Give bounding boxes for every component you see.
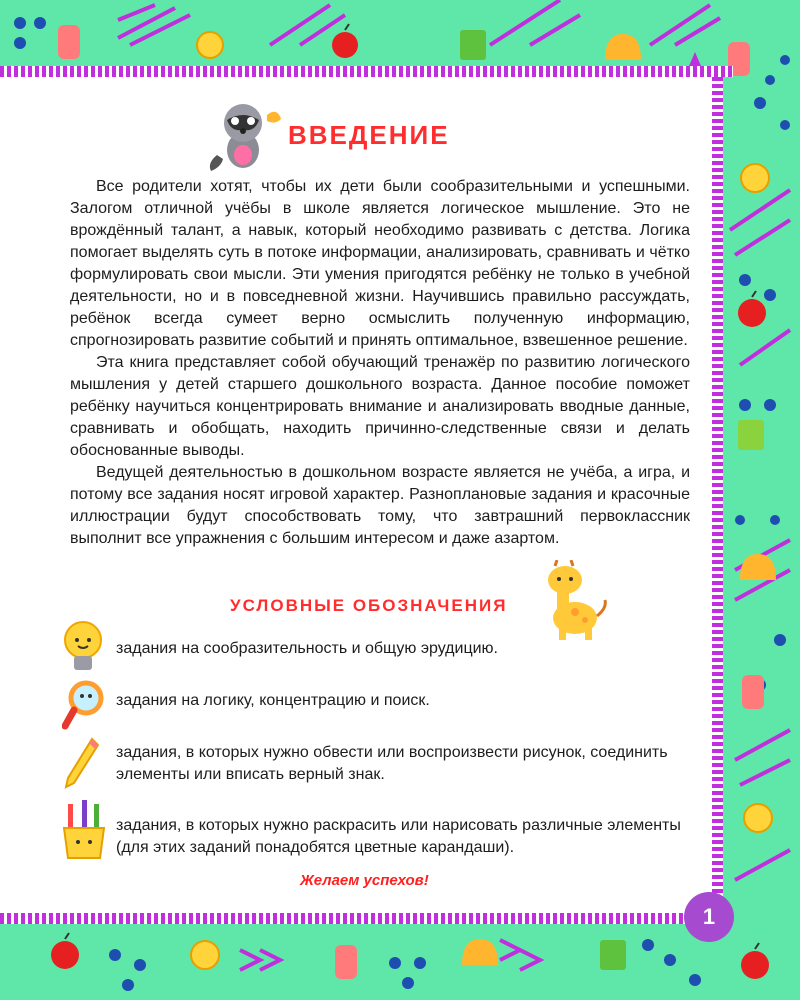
pencil-cup-icon (60, 800, 108, 860)
apple-icon (332, 24, 358, 58)
alarm-clock-icon (744, 804, 772, 832)
intro-text (70, 176, 690, 550)
bell-icon (605, 34, 641, 60)
legend-item: задания на логику, концентрацию и поиск. (116, 692, 430, 709)
legend-item: задания, в которых нужно раскрасить или нарисовать различные элементы (для этих заданий понадобятся цветные карандаши). (116, 817, 681, 856)
intro-paragraph: Ведущей деятельностью в дошкольном возрасте является не учёба, а игра, и потому все задания носят игровой характер. Разноплановые задания и красочные иллюстрации будут способствовать тому, что завтрашний первоклассник выполнит все упражнения с большим интересом и даже азартом. (70, 464, 690, 547)
magnifier-icon (62, 680, 106, 730)
apple-icon (741, 943, 769, 979)
notebook-icon (600, 940, 626, 970)
eraser-icon (58, 25, 80, 59)
lightbulb-icon (61, 620, 105, 674)
page-title: ВВЕДЕНИЕ (288, 120, 450, 150)
striped-frame-right (712, 77, 723, 913)
alarm-clock-icon (197, 32, 223, 58)
notebook-icon (738, 420, 764, 450)
legend-item: задания, в которых нужно обвести или воспроизвести рисунок, соединить элементы или вписать верный знак. (116, 744, 668, 783)
alarm-clock-icon (191, 941, 219, 969)
striped-frame-top (0, 66, 733, 77)
page-number-badge: 1 (684, 892, 734, 942)
legend-item: задания на сообразительность и общую эрудицию. (116, 640, 498, 657)
giraffe-icon (545, 560, 615, 642)
closing-wish: Желаем успехов! (300, 872, 429, 889)
intro-paragraph: Все родители хотят, чтобы их дети были сообразительными и успешными. Залогом отличной учёбы в школе является логическое мышление. Это не врождённый талант, а навык, который необходимо развивать с детства. Логика помогает выделять суть в потоке информации, анализировать, сравнивать и чётко формулировать свои мысли. Эти умения пригодятся ребёнку не только в учебной деятельности, но и в повседневной жизни. Научившись правильно рассуждать, ребёнок всегда сумеет верно осмыслить полученную информацию, спрогнозировать развитие событий и принять оптимальное, взвешенное решение. (70, 178, 690, 349)
apple-icon (51, 933, 79, 969)
intro-paragraph: Эта книга представляет собой обучающий тренажёр по развитию логического мышления у детей старшего дошкольного возраста. Данное пособие поможет ребёнку научиться концентрировать внимание и анализировать вводные данные, сравнивать и обобщать, находить причинно-следственные связи и делать обоснованные выводы. (70, 354, 690, 459)
legend-title: УСЛОВНЫЕ ОБОЗНАЧЕНИЯ (230, 596, 508, 615)
apple-icon (738, 291, 766, 327)
bell-icon (740, 554, 776, 580)
raccoon-icon (205, 95, 285, 175)
notebook-icon (460, 30, 486, 60)
pencil-icon (62, 735, 102, 791)
alarm-clock-icon (741, 164, 769, 192)
bell-icon (462, 939, 498, 965)
eraser-icon (742, 675, 764, 709)
striped-frame-bottom (0, 913, 733, 924)
eraser-icon (335, 945, 357, 979)
